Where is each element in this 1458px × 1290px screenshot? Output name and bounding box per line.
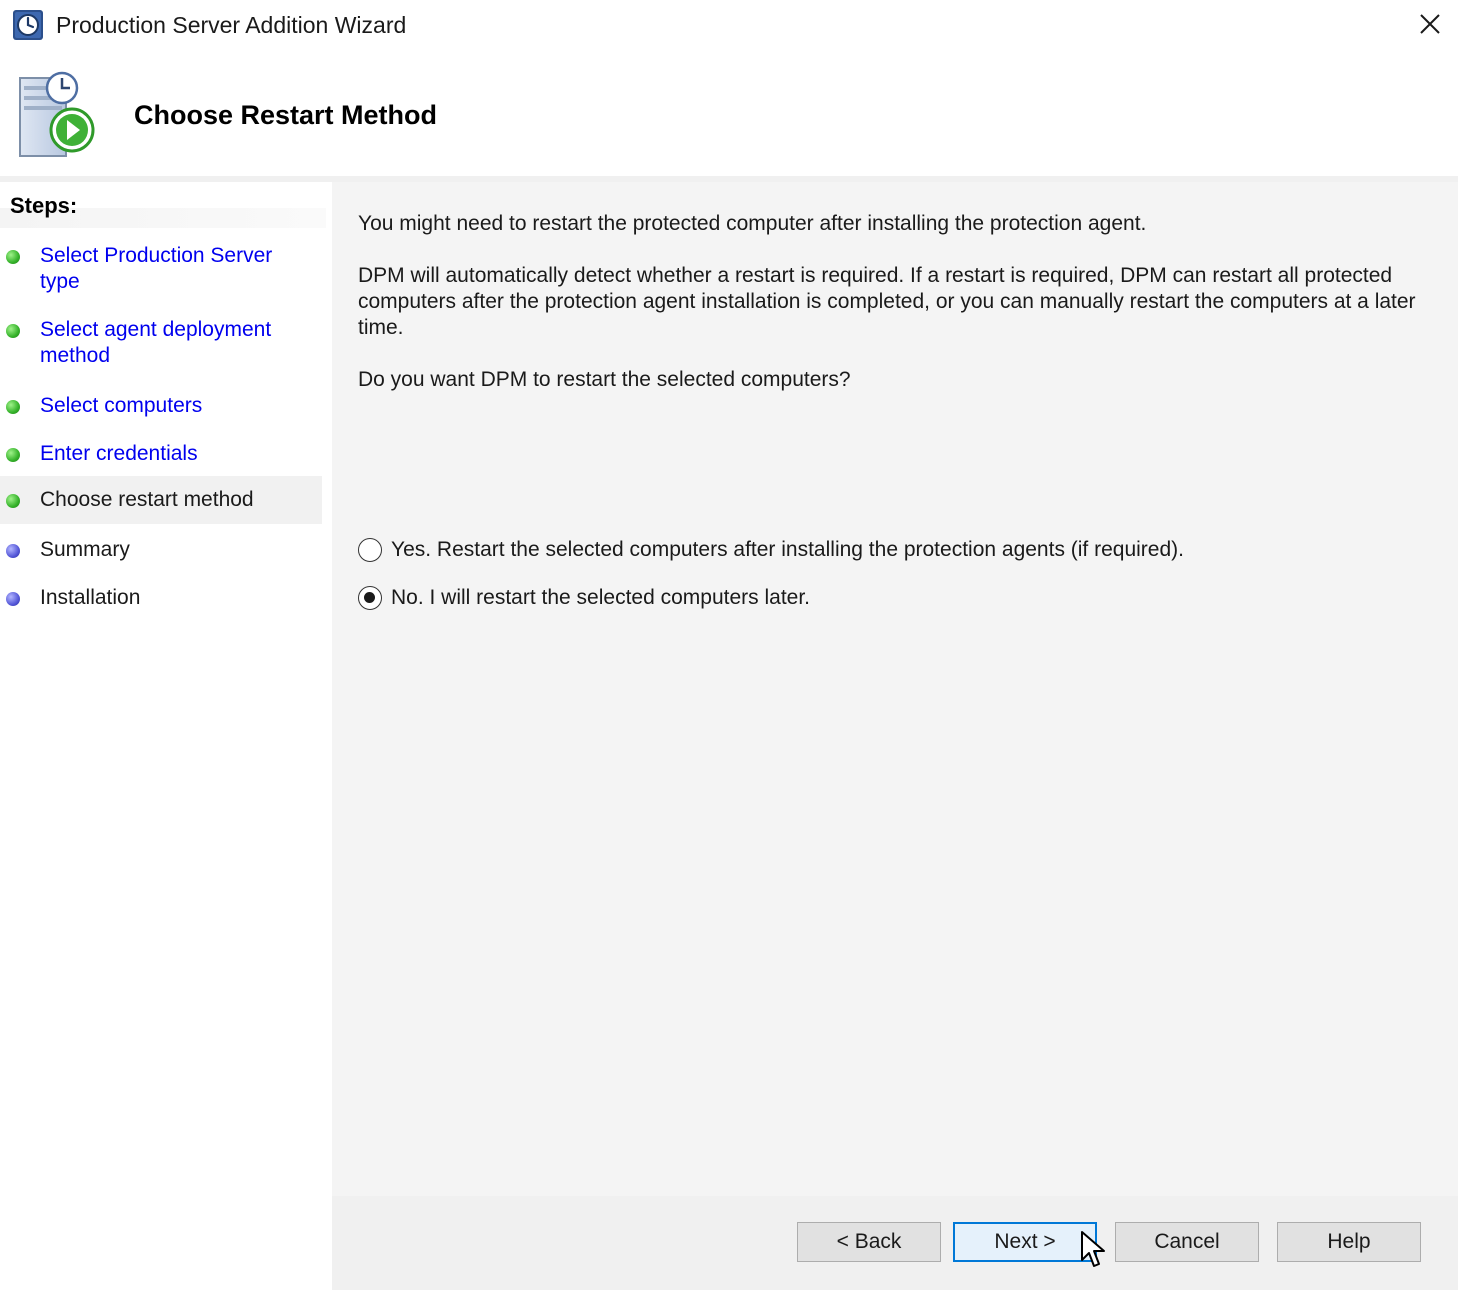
detail-text: DPM will automatically detect whether a restart is required. If a restart is required, DPM can restart all protected computers after the protection agent installation is completed, or you can manually restart the computers at a later time. <box>358 264 1416 339</box>
restart-no-label[interactable]: No. I will restart the selected computers later. <box>391 586 811 609</box>
step-choose-restart-method <box>0 476 322 524</box>
step-current-icon <box>6 494 20 508</box>
step-label[interactable]: Select Production Server type <box>40 244 273 293</box>
step-installation <box>0 584 322 614</box>
question-text: Do you want DPM to restart the selected computers? <box>358 368 851 391</box>
page-title: Choose Restart Method <box>134 100 438 130</box>
step-label: Choose restart method <box>40 488 254 511</box>
next-button[interactable]: Next > <box>953 1222 1097 1262</box>
step-label[interactable]: Enter credentials <box>40 442 198 465</box>
restart-no-radio[interactable] <box>358 586 382 610</box>
cancel-button[interactable]: Cancel <box>1115 1222 1259 1262</box>
restart-no-option[interactable] <box>358 584 838 614</box>
step-enter-credentials[interactable] <box>0 440 322 470</box>
wizard-header <box>0 52 1458 176</box>
server-restart-icon <box>16 68 100 160</box>
restart-yes-label[interactable]: Yes. Restart the selected computers after installing the protection agents (if required). <box>391 538 1184 561</box>
content-pane <box>332 182 1458 1196</box>
step-select-agent-deployment-method[interactable] <box>0 316 322 372</box>
step-complete-icon <box>6 448 20 462</box>
intro-text: You might need to restart the protected computer after installing the protection agent. <box>358 212 1147 235</box>
window-title: Production Server Addition Wizard <box>56 12 407 38</box>
steps-pane <box>0 182 326 1290</box>
close-button[interactable] <box>1408 6 1452 46</box>
step-complete-icon <box>6 400 20 414</box>
step-summary <box>0 536 322 566</box>
button-bar <box>332 1196 1458 1290</box>
step-complete-icon <box>6 250 20 264</box>
back-button[interactable]: < Back <box>797 1222 941 1262</box>
help-button[interactable]: Help <box>1277 1222 1421 1262</box>
restart-yes-option[interactable] <box>358 536 1198 566</box>
steps-heading: Steps: <box>10 193 78 218</box>
step-label: Summary <box>40 538 130 561</box>
title-bar <box>0 0 1458 52</box>
app-clock-icon <box>12 9 44 41</box>
step-pending-icon <box>6 544 20 558</box>
step-label[interactable]: Select agent deployment method <box>40 318 272 367</box>
close-icon <box>1408 6 1452 46</box>
step-pending-icon <box>6 592 20 606</box>
step-select-production-server-type[interactable] <box>0 242 322 298</box>
step-select-computers[interactable] <box>0 392 322 422</box>
restart-yes-radio[interactable] <box>358 538 382 562</box>
step-label: Installation <box>40 586 141 609</box>
step-complete-icon <box>6 324 20 338</box>
step-label[interactable]: Select computers <box>40 394 203 417</box>
